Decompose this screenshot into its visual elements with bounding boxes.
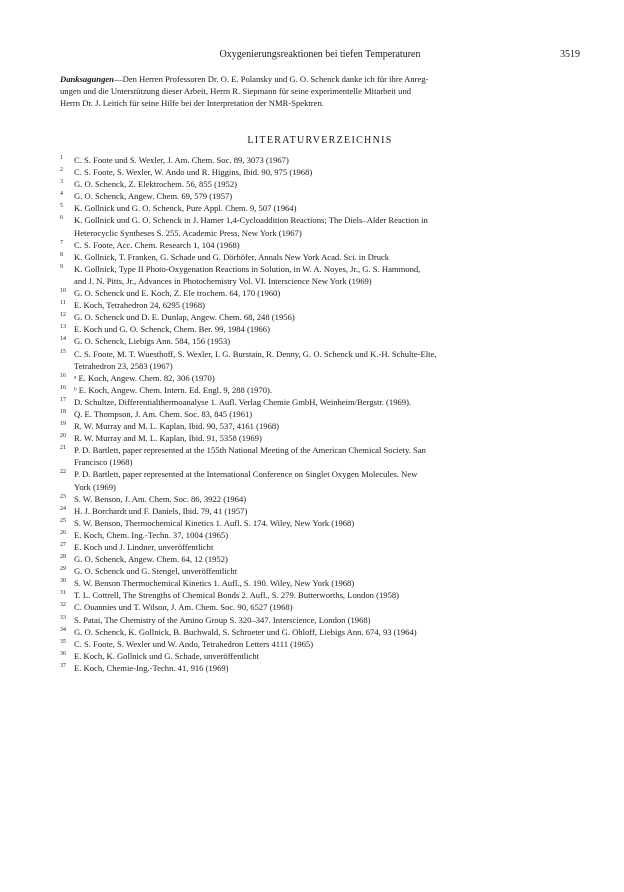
reference-text-continued: and J. N. Pitts, Jr., Advances in Photochemistry Vol. VI. Interscience New York (1969): [74, 275, 372, 286]
reference-number: 31: [60, 590, 66, 597]
reference-text: Q. E. Thompson, J. Am. Chem. Soc. 83, 845 (1961): [74, 408, 253, 419]
reference-text: G. O. Schenck, Z. Elektrochem. 56, 855 (1952): [74, 179, 238, 190]
reference-number: 16: [60, 384, 66, 391]
reference-entry: [60, 396, 580, 408]
reference-entry: [60, 251, 580, 263]
reference-number: 36: [60, 650, 66, 657]
reference-entry: [60, 432, 580, 444]
reference-number: 37: [60, 662, 66, 669]
reference-entry: [60, 154, 580, 166]
reference-number: 34: [60, 626, 66, 633]
reference-text: P. D. Bartlett, paper represented at the 155th National Meeting of the American Chemical Society. San: [74, 445, 426, 456]
reference-number: 24: [60, 505, 66, 512]
reference-text: R. W. Murray and M. L. Kaplan, Ibid. 91, 5358 (1969): [74, 433, 262, 444]
reference-text-continued: Tetrahedron 23, 2583 (1967): [74, 360, 173, 371]
reference-list: [60, 154, 580, 674]
reference-entry: [60, 239, 580, 251]
reference-text: G. O. Schenck, Angew. Chem. 69, 579 (1957): [74, 191, 233, 202]
reference-text-continued: Francisco (1968): [74, 457, 133, 468]
reference-text: G. O. Schenck, K. Gollnick, B. Buchwald, S. Schroeter und G. Ohloff, Liebigs Ann. 674, 93 (1964): [74, 626, 417, 637]
reference-entry: [60, 601, 580, 613]
reference-entry: [60, 214, 580, 238]
reference-text: S. W. Benson Thermochemical Kinetics 1. Aufl., S. 190. Wiley, New York (1968): [74, 578, 355, 589]
reference-entry: [60, 420, 580, 432]
reference-text: S. W. Benson, Thermochemical Kinetics 1. Aufl. S. 174. Wiley, New York (1968): [74, 517, 355, 528]
reference-text: K. Gollnick und G. O. Schenck, Pure Appl. Chem. 9, 507 (1964): [74, 203, 297, 214]
reference-text: T. L. Cottrell, The Strengths of Chemical Bonds 2. Aufl., S. 279. Butterworths, London (1958): [74, 590, 400, 601]
reference-number: 6: [60, 215, 63, 222]
reference-text: R. W. Murray and M. L. Kaplan, Ibid. 90, 537, 4161 (1968): [74, 421, 280, 432]
reference-text: C. S. Foote und S. Wexler, J. Am. Chem. Soc. 89, 3073 (1967): [74, 155, 289, 165]
reference-entry: [60, 202, 580, 214]
reference-text: G. O. Schenck und G. Stengel, unveröffentlicht: [74, 566, 238, 577]
acknowledgement-line-2: ungen und die Unterstützung dieser Arbeit, Herrn R. Siepmann für seine experimentelle Mitarbeit und: [60, 86, 412, 96]
reference-number: 27: [60, 542, 66, 548]
reference-text: S. W. Benson, J. Am. Chem. Soc. 86, 3922 (1964): [74, 493, 247, 504]
reference-text: E. Koch und J. Lindner, unveröffentlicht: [74, 542, 214, 552]
reference-entry: [60, 505, 580, 517]
reference-text: G. O. Schenck und D. E. Dunlap, Angew. Chem. 68, 248 (1956): [74, 312, 295, 323]
reference-entry: [60, 614, 580, 626]
reference-number: 23: [60, 493, 66, 500]
reference-entry: [60, 287, 580, 299]
reference-entry: [60, 335, 580, 347]
reference-number: 12: [60, 312, 66, 319]
reference-number: 13: [60, 324, 66, 331]
reference-number: 32: [60, 602, 66, 609]
reference-entry: [60, 444, 580, 468]
reference-number: 29: [60, 566, 66, 573]
reference-entry: [60, 408, 580, 420]
reference-number: 17: [60, 396, 66, 403]
reference-entry: [60, 178, 580, 190]
reference-number: 18: [60, 408, 66, 415]
page-number: 3519: [560, 49, 580, 60]
reference-entry: [60, 468, 580, 492]
reference-number: 2: [60, 167, 63, 174]
reference-text: E. Koch, Chem. Ing.-Techn. 37, 1004 (1965): [74, 529, 229, 540]
reference-text: G. O. Schenck, Liebigs Ann. 584, 156 (1953): [74, 336, 231, 347]
reference-number: 16: [60, 372, 66, 379]
reference-entry: [60, 166, 580, 178]
reference-number: 30: [60, 578, 66, 585]
reference-entry: [60, 493, 580, 505]
reference-entry: [60, 372, 580, 384]
reference-entry: [60, 541, 580, 553]
reference-entry: [60, 529, 580, 541]
reference-number: 26: [60, 529, 66, 536]
reference-text: H. J. Borchardt und F. Daniels, Ibid. 79, 41 (1957): [74, 505, 248, 516]
reference-text: P. D. Bartlett, paper represented at the International Conference on Singlet Oxygen Molecules. New: [74, 469, 418, 480]
running-header: [60, 49, 580, 63]
reference-text: C. S. Foote, M. T. Wuesthoff, S. Wexler, I. G. Burstain, R. Denny, G. O. Schenck und K.-H. Schulte-Elte,: [74, 348, 437, 359]
reference-entry: [60, 311, 580, 323]
reference-number: 3: [60, 179, 63, 186]
reference-number: 14: [60, 336, 66, 343]
reference-number: 8: [60, 251, 63, 258]
reference-text: E. Koch, K. Gollnick und G. Schade, unveröffentlicht: [74, 650, 260, 661]
running-title: Oxygenierungsreaktionen bei tiefen Temperaturen: [219, 49, 421, 60]
reference-number: 9: [60, 263, 63, 270]
reference-number: 20: [60, 433, 66, 440]
reference-entry: [60, 299, 580, 311]
acknowledgement-paragraph: [60, 73, 580, 109]
reference-number: 7: [60, 239, 63, 246]
reference-text: S. Patai, The Chemistry of the Amino Group S. 320–347. Interscience, London (1968): [74, 614, 371, 625]
reference-text: K. Gollnick und G. O. Schenck in J. Hamer 1,4-Cycloaddition Reactions; The Diels–Alder Reaction in: [74, 215, 428, 226]
acknowledgement-text-1: —Den Herren Professoren Dr. O. E. Polansky und G. O. Schenck danke ich für ihre Anreg-: [113, 74, 429, 84]
reference-number: 10: [60, 288, 66, 295]
reference-text: C. Ouannies und T. Wilson, J. Am. Chem. Soc. 90, 6527 (1968): [74, 602, 293, 613]
reference-entry: [60, 384, 580, 396]
reference-number: 11: [60, 300, 66, 307]
acknowledgement-line-1: [60, 73, 580, 85]
reference-number: 33: [60, 614, 66, 621]
reference-entry: [60, 589, 580, 601]
reference-number: 25: [60, 517, 66, 524]
acknowledgement-line-3: Herrn Dr. J. Leitich für seine Hilfe bei der Interpretation der NMR-Spektren.: [60, 98, 324, 108]
acknowledgement-lead: Danksagungen: [60, 74, 114, 84]
reference-text: ᵇ E. Koch, Angew. Chem. Intern. Ed. Engl. 9, 288 (1970).: [74, 384, 273, 395]
reference-text: C. S. Foote, S. Wexler und W. Ando, Tetrahedron Letters 4111 (1965): [74, 638, 314, 649]
reference-text: C. S. Foote, Acc. Chem. Research 1, 104 (1968): [74, 239, 240, 250]
reference-text: K. Gollnick, Type II Photo-Oxygenation Reactions in Solution, in W. A. Noyes, Jr., G. S. Hammond,: [74, 263, 421, 274]
reference-text: G. O. Schenck und E. Koch, Z. Ele trochem. 64, 170 (1960): [74, 288, 281, 299]
reference-entry: [60, 517, 580, 529]
reference-entry: [60, 263, 580, 287]
reference-entry: [60, 638, 580, 650]
reference-text: K. Gollnick, T. Franken, G. Schade und G. Dörhöfer, Annals New York Acad. Sci. in Druck: [74, 251, 390, 262]
reference-number: 35: [60, 638, 66, 645]
reference-entry: [60, 565, 580, 577]
reference-entry: [60, 348, 580, 372]
reference-text: E. Koch, Chemie-Ing.-Techn. 41, 916 (1969): [74, 662, 229, 673]
reference-number: 1: [60, 155, 63, 161]
reference-text: D. Schultze, Differentialthermoanalyse 1. Aufl. Verlag Chemie GmbH, Weinheim/Bergstr. (1969).: [74, 396, 412, 407]
reference-entry: [60, 190, 580, 202]
reference-entry: [60, 323, 580, 335]
reference-text: G. O. Schenck, Angew. Chem. 64, 12 (1952): [74, 554, 228, 565]
section-heading: LITERATURVERZEICHNIS: [247, 135, 393, 146]
reference-entry: [60, 626, 580, 638]
reference-number: 22: [60, 469, 66, 476]
reference-entry: [60, 577, 580, 589]
reference-text-continued: York (1969): [74, 481, 116, 492]
reference-number: 4: [60, 191, 63, 198]
reference-text: ᵃ E. Koch, Angew. Chem. 82, 306 (1970): [74, 372, 215, 383]
reference-entry: [60, 650, 580, 662]
reference-entry: [60, 662, 580, 674]
reference-number: 19: [60, 421, 66, 428]
reference-number: 15: [60, 348, 66, 355]
reference-text: E. Koch und G. O. Schenck, Chem. Ber. 99, 1984 (1966): [74, 324, 270, 335]
reference-entry: [60, 553, 580, 565]
reference-number: 5: [60, 203, 63, 210]
reference-text: E. Koch, Tetrahedron 24, 6295 (1968): [74, 300, 205, 311]
reference-text: C. S. Foote, S. Wexler, W. Ando und R. Higgins, Ibid. 90, 975 (1968): [74, 167, 313, 178]
reference-number: 21: [60, 445, 66, 452]
reference-number: 28: [60, 554, 66, 561]
reference-text-continued: Heterocyclic Syntheses S. 255. Academic Press, New York (1967): [74, 227, 302, 238]
